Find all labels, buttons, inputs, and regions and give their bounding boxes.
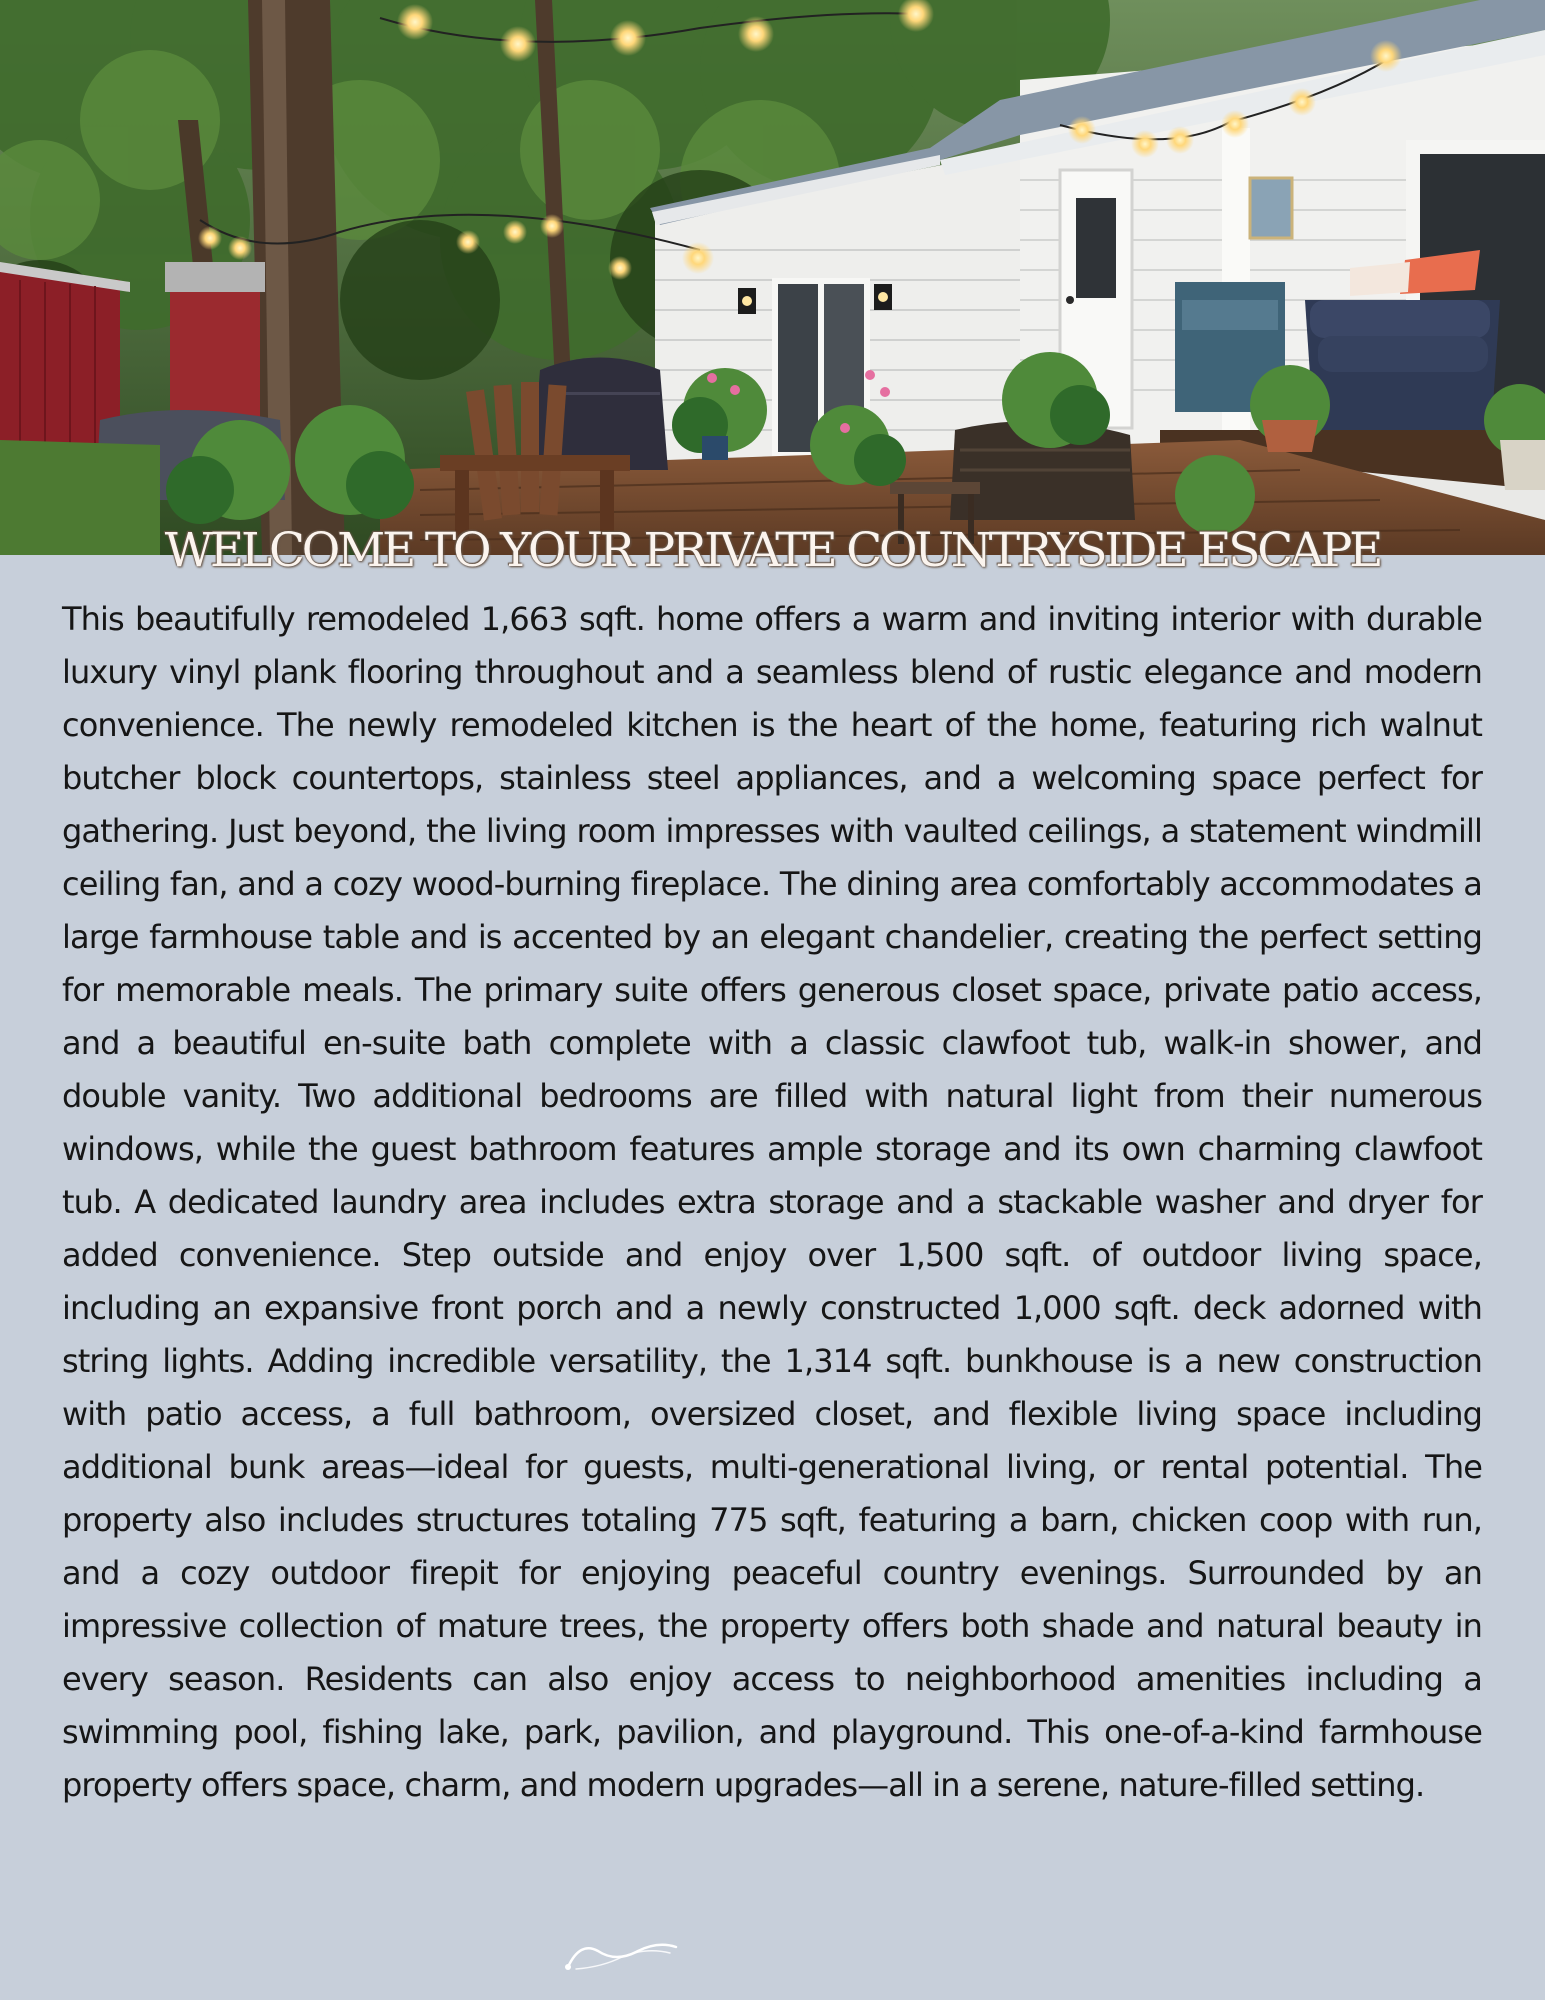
headline: WELCOME TO YOUR PRIVATE COUNTRYSIDE ESCAPE	[164, 523, 1381, 578]
property-description: This beautifully remodeled 1,663 sqft. home offers a warm and inviting interior with durable luxury vinyl plank flooring throughout and a seamless blend of rustic elegance and modern convenience. The newly remodeled kitchen is the heart of the home, featuring rich walnut butcher block countertops, stainless steel appliances, and a welcoming space perfect for gathering. Just beyond, the living room impresses with vaulted ceilings, a statement windmill ceiling fan, and a cozy wood-burning fireplace. The dining area comfortably accommodates a large farmhouse table and is accented by an elegant chandelier, creating the perfect setting for memorable meals. The primary suite offers generous closet space, private patio access, and a beautiful en-suite bath complete with a classic clawfoot tub, walk-in shower, and double vanity. Two additional bedrooms are filled with natural light from their numerous windows, while the guest bathroom features ample storage and its own charming clawfoot tub. A dedicated laundry area includes extra storage and a stackable washer and dryer for added convenience. Step outside and enjoy over 1,500 sqft. of outdoor living space, including an expansive front porch and a newly constructed 1,000 sqft. deck adorned with string lights. Adding incredible versatility, the 1,314 sqft. bunkhouse is a new construction with patio access, a full bathroom, oversized closet, and flexible living space including additional bunk areas—ideal for guests, multi-generational living, or rental potential. The property also includes structures totaling 775 sqft, featuring a barn, chicken coop with run, and a cozy outdoor firepit for enjoying peaceful country evenings. Surrounded by an impressive collection of mature trees, the property offers both shade and natural beauty in every season. Residents can also enjoy access to neighborhood amenities including a swimming pool, fishing lake, park, pavilion, and playground. This one-of-a-kind farmhouse property offers space, charm, and modern upgrades—all in a serene, nature-filled setting.	[62, 600, 1482, 1804]
hero-photo	[0, 0, 1545, 555]
flourish-icon	[562, 1937, 680, 1977]
